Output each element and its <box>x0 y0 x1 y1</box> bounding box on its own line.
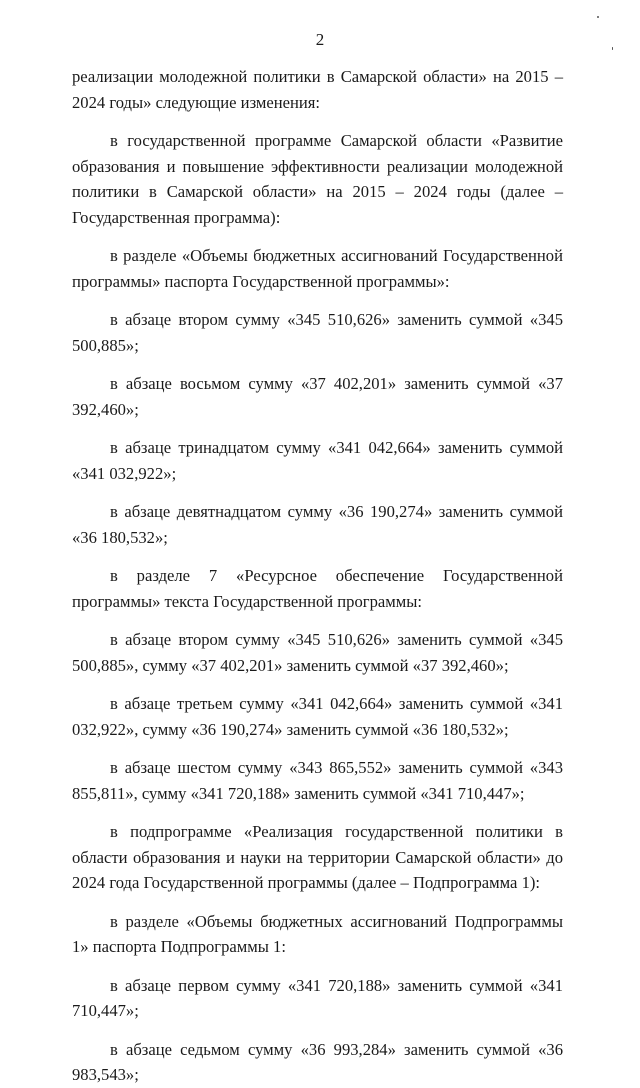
paragraph: в абзаце седьмом сумму «36 993,284» заменить суммой «36 983,543»; <box>72 1039 563 1084</box>
scan-speck <box>612 47 613 50</box>
document-body <box>72 64 563 1088</box>
page-number: 2 <box>315 30 325 49</box>
paragraph: в абзаце первом сумму «341 720,188» заменить суммой «341 710,447»; <box>72 975 563 1020</box>
paragraph: в разделе 7 «Ресурсное обеспечение Государственной программы» текста Государственной программы: <box>72 566 563 611</box>
paragraph: в разделе «Объемы бюджетных ассигнований Подпрограммы 1» паспорта Подпрограммы 1: <box>72 911 563 956</box>
paragraph: в государственной программе Самарской области «Развитие образования и повышение эффективности реализации молодежной политики в Самарской области» на 2015 – 2024 годы (далее – Государственная программа): <box>72 131 563 227</box>
paragraph: в разделе «Объемы бюджетных ассигнований Государственной программы» паспорта Государственной программы»: <box>72 246 563 291</box>
scan-speck <box>597 16 599 18</box>
paragraph: в абзаце втором сумму «345 510,626» заменить суммой «345 500,885», сумму «37 402,201» заменить суммой «37 392,460»; <box>72 630 563 675</box>
paragraph: в абзаце третьем сумму «341 042,664» заменить суммой «341 032,922», сумму «36 190,274» заменить суммой «36 180,532»; <box>72 694 563 739</box>
paragraph: в абзаце восьмом сумму «37 402,201» заменить суммой «37 392,460»; <box>72 374 563 419</box>
paragraph: в абзаце девятнадцатом сумму «36 190,274» заменить суммой «36 180,532»; <box>72 502 563 547</box>
paragraph: в подпрограмме «Реализация государственной политики в области образования и науки на территории Самарской области» до 2024 года Государственной программы (далее – Подпрограмма 1): <box>72 822 563 892</box>
paragraph: в абзаце втором сумму «345 510,626» заменить суммой «345 500,885»; <box>72 310 563 355</box>
paragraph: в абзаце тринадцатом сумму «341 042,664» заменить суммой «341 032,922»; <box>72 438 563 483</box>
paragraph: в абзаце шестом сумму «343 865,552» заменить суммой «343 855,811», сумму «341 720,188» заменить суммой «341 710,447»; <box>72 758 563 803</box>
paragraph: реализации молодежной политики в Самарской области» на 2015 – 2024 годы» следующие изменения: <box>72 67 563 112</box>
